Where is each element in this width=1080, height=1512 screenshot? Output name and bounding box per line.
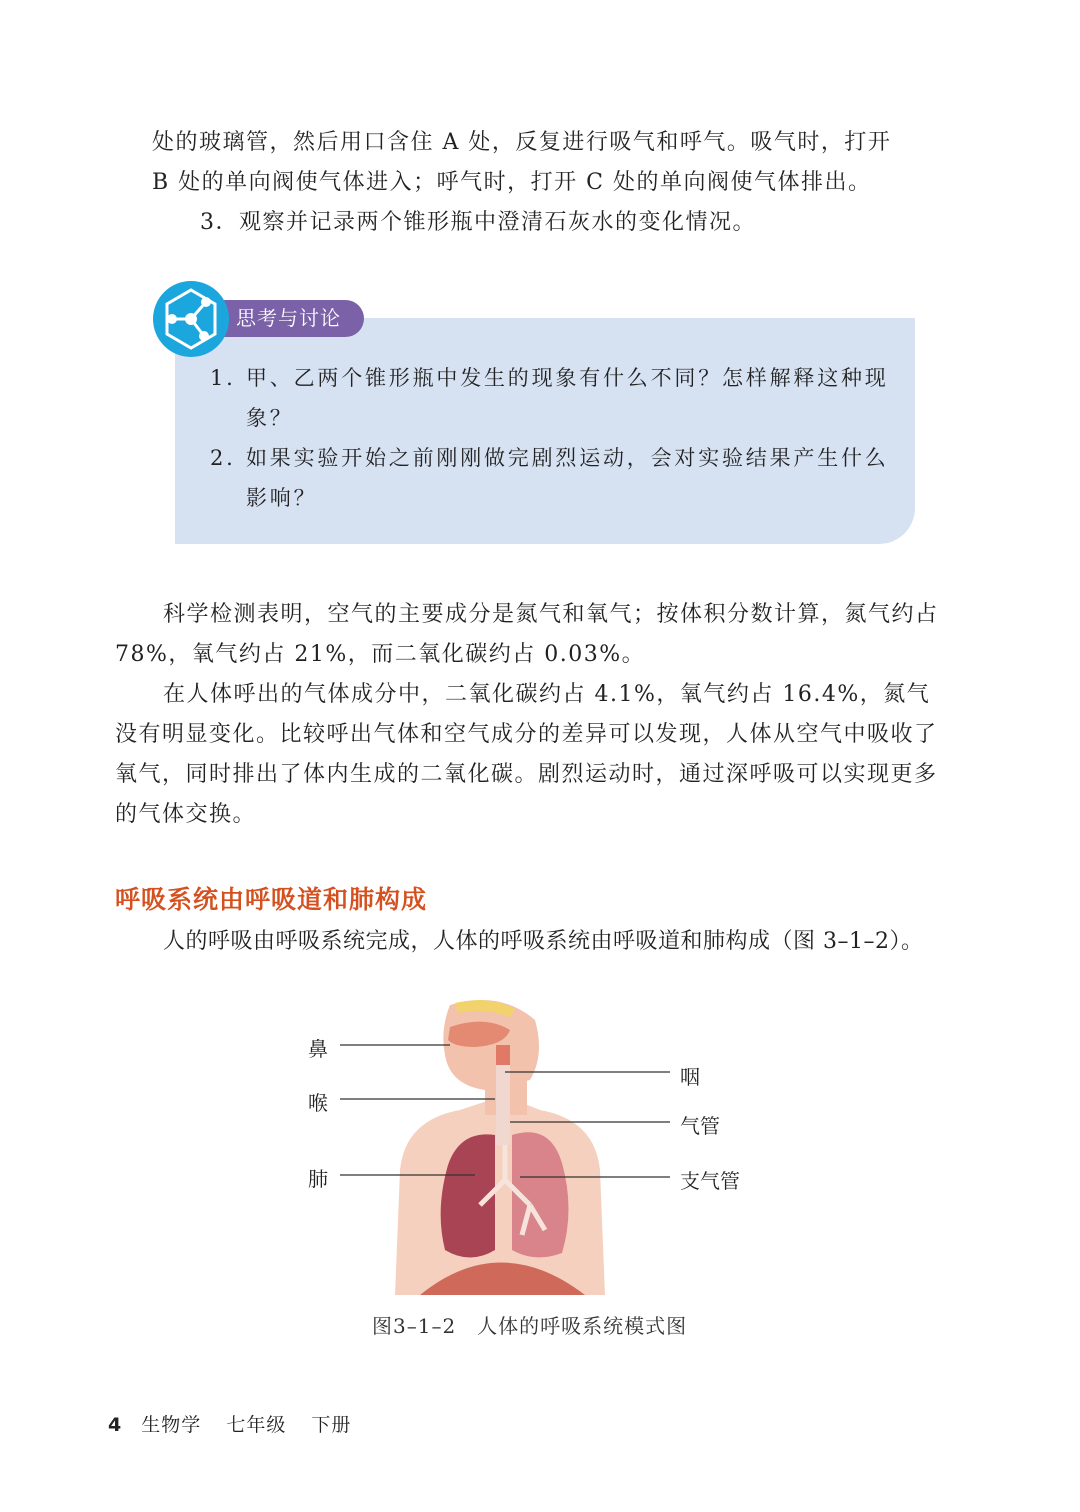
volume-label: 下册 xyxy=(311,1414,352,1436)
molecule-icon xyxy=(152,280,230,358)
body-text xyxy=(115,595,941,835)
label-lung: 肺 xyxy=(308,1167,328,1191)
label-bronchus: 支气管 xyxy=(680,1169,740,1193)
respiratory-system-figure xyxy=(300,995,760,1305)
question-text: 甲、乙两个锥形瓶中发生的现象有什么不同？怎样解释这种现象？ xyxy=(246,366,889,430)
step-3-text: 3．观察并记录两个锥形瓶中澄清石灰水的变化情况。 xyxy=(200,210,756,235)
step-text-line-1: 处的玻璃管，然后用口含住 A 处，反复进行吸气和呼气。吸气时，打开 xyxy=(152,130,892,155)
book-title: 生物学 xyxy=(141,1414,202,1436)
figure-caption: 图3–1–2 人体的呼吸系统模式图 xyxy=(372,1314,688,1338)
respiratory-system-illustration xyxy=(300,995,760,1305)
paragraph-air-composition: 科学检测表明，空气的主要成分是氮气和氧气；按体积分数计算，氮气约占 78%，氧气约占 21%，而二氧化碳约占 0.03%。 xyxy=(115,602,939,667)
page-number: 4 xyxy=(108,1414,123,1436)
label-pharynx: 咽 xyxy=(680,1065,700,1089)
section-heading: 呼吸系统由呼吸道和肺构成 xyxy=(115,885,428,914)
label-nose: 鼻 xyxy=(308,1037,328,1061)
question-item xyxy=(210,438,890,518)
discussion-questions xyxy=(210,358,890,518)
step-text-line-2: B 处的单向阀使气体进入；呼气时，打开 C 处的单向阀使气体排出。 xyxy=(152,170,872,195)
question-number: 2. xyxy=(210,446,236,470)
grade-label: 七年级 xyxy=(226,1414,287,1436)
paragraph-exhaled-gas: 在人体呼出的气体成分中，二氧化碳约占 4.1%，氧气约占 16.4%，氮气没有明显变化。比较呼出气体和空气成分的差异可以发现，人体从空气中吸收了氧气，同时排出了体内生成的二氧化碳。剧烈运动时，通过深呼吸可以实现更多的气体交换。 xyxy=(115,682,938,827)
label-trachea: 气管 xyxy=(680,1114,720,1138)
question-number: 1. xyxy=(210,366,236,390)
question-item xyxy=(210,358,890,438)
question-text: 如果实验开始之前刚刚做完剧烈运动，会对实验结果产生什么影响？ xyxy=(246,446,889,510)
section-intro: 人的呼吸由呼吸系统完成，人体的呼吸系统由呼吸道和肺构成（图 3–1–2）。 xyxy=(163,929,924,954)
label-larynx: 喉 xyxy=(308,1091,328,1115)
think-discuss-title: 思考与讨论 xyxy=(206,300,364,337)
page-footer xyxy=(108,1410,351,1437)
experiment-steps xyxy=(152,123,932,243)
